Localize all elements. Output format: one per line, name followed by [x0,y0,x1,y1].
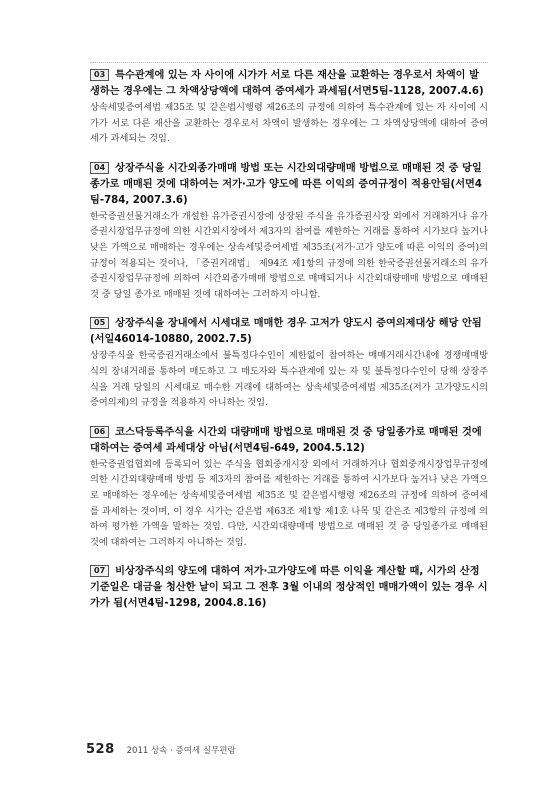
case-heading-text: 비상장주식의 양도에 대하여 저가·고가양도에 따른 이익을 계산할 때, 시가의 산정기준일은 대금을 청산한 날이 되고 그 전후 3월 이내의 정상적인 매매가액이 있는 경우 시가가 됨(서면4팀-1298, 2004.8.16) [90,566,488,610]
case-heading-text: 상장주식을 시간외종가매매 방법 또는 시간외대량매매 방법으로 매매된 것 중 당일 종가로 매매된 것에 대하여는 저가·고가 양도에 따른 이익의 증여규정이 적용안됨(서면4팀-784, 2007.3.6) [90,162,482,206]
case-body: 상장주식을 한국증권거래소에서 불특정다수인이 제한없이 참여하는 매매거래시간내에 경쟁매매방식의 장내거래를 통하여 매도하고 그 매도자와 특수관계에 있는 자 및 불특정다수인이 당해 상장주식을 거래 당일의 시세대로 매수한 거래에 대하여는 상속세및증여세법 제35조(저가 고가양도시의 증여의제)의 규정을 적용하지 아니하는 것임. [90,350,488,409]
case-body: 한국증권업협회에 등록되어 있는 주식을 협회중개시장 외에서 거래하거나 협회중개시장업무규정에 의한 시간외대량매매 방법 등 제3자의 참여를 제한하는 거래를 통하여 시가보다 높거나 낮은 가액으로 매매하는 경우에는 상속세및증여세법 제35조 및 같은법시행령 제26조의 규정에 의하여 증여세를 과세하는 것이며, 이 경우 시가는 같은법 제63조 제1항 제1호 나목 및 같은조 제3항의 규정에 의하여 평가한 가액을 말하는 것임. 다만, 시간외대량매매 방법으로 매매된 것 중 당일종가로 매매된 것에 대하여는 그러하지 아니하는 것임. [90,458,488,548]
case-heading-text: 상장주식을 장내에서 시세대로 매매한 경우 고저가 양도시 증여의제대상 해당 안됨(서일46014-10880, 2002.7.5) [90,318,482,346]
page-footer [86,742,486,757]
case-heading [90,564,488,612]
case-heading [90,316,488,348]
case-number-badge: 06 [90,426,109,438]
case-heading-text: 코스닥등록주식을 시간외 대량매매 방법으로 매매된 것 중 당일종가로 매매된 것에 대하여는 증여세 과세대상 아님(서면4팀-649, 2004.5.12) [90,426,482,454]
page-number: 528 [86,742,115,757]
top-divider [90,62,488,63]
case-06 [90,425,488,551]
case-number-badge: 05 [90,317,109,329]
case-body: 한국증권선물거래소가 개설한 유가증권시장에 상장된 주식을 유가증권시장 외에서 거래하거나 유가증권시장업무규정에 의한 시간외시장에서 제3자의 참여를 제한하는 거래를 통하여 시가보다 높거나 낮은 가액으로 매매하는 경우에는 상속세및증여세법 제35조(저가·고가 양도에 따른 이익의 증여)의 규정이 적용되는 것이나, 「증권거래법」 제94조 제1항의 규정에 의한 한국증권선물거래소의 유가증권시장업무규정에 의하여 시간외종가매매 방법으로 매매되거나 시간외대량매매 방법으로 매매된 것 중 당일 종가로 매매된 것에 대하여는 그러하지 아니함. [90,210,488,300]
case-heading [90,68,488,100]
case-07 [90,564,488,612]
case-number-badge: 03 [90,69,109,81]
book-title: 2011 상속 · 증여세 실무편람 [126,746,236,756]
case-body: 상속세및증여세법 제35조 및 같은법시행령 제26조의 규정에 의하여 특수관계에 있는 자 사이에 시가가 서로 다른 재산을 교환하는 경우로서 차액이 발생하는 경우에는 그 차액상당액에 대하여 증여세가 과세되는 것임. [90,102,488,145]
page-content [90,68,488,626]
case-heading [90,425,488,457]
case-03 [90,68,488,147]
case-heading-text: 특수관계에 있는 자 사이에 시가가 서로 다른 재산을 교환하는 경우로서 차액이 발생하는 경우에는 그 차액상당액에 대하여 증여세가 과세됨(서면5팀-1128, 2007.4.6) [90,70,484,97]
case-04 [90,161,488,303]
case-heading [90,161,488,209]
case-number-badge: 04 [90,162,109,174]
case-number-badge: 07 [90,565,109,577]
case-05 [90,316,488,410]
